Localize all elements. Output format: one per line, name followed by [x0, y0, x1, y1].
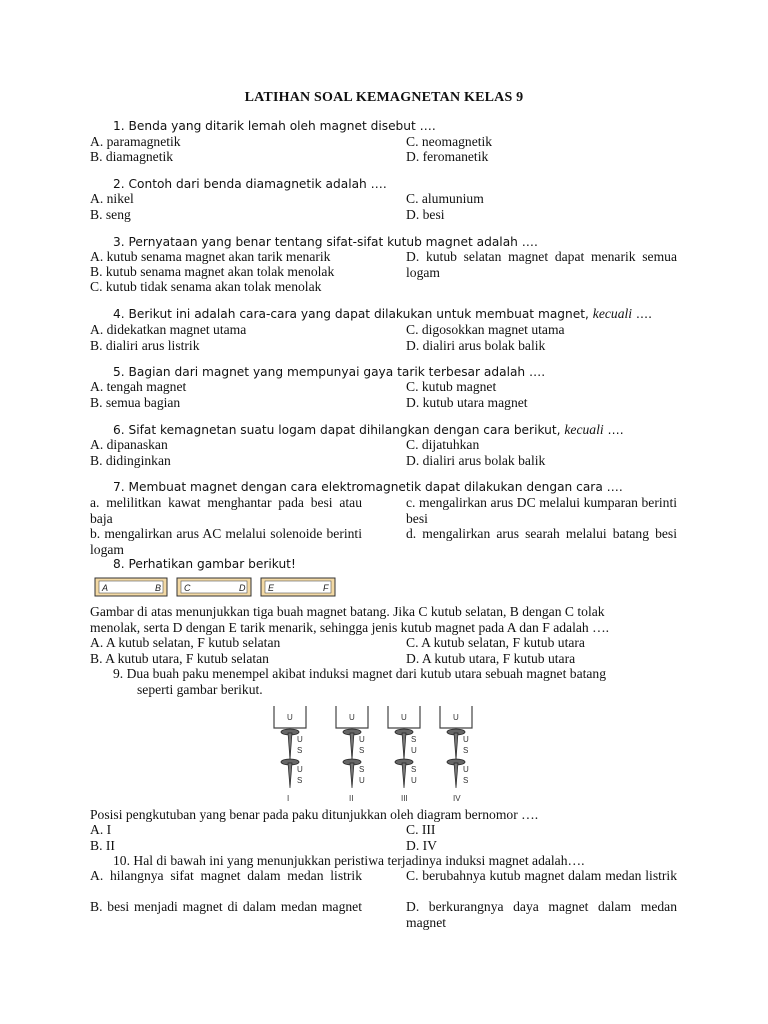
q10-option-a: A. hilangnya sifat magnet dalam medan listrik	[90, 868, 362, 883]
q10-option-b: B. besi menjadi magnet di dalam medan magnet	[90, 899, 362, 914]
q7-option-c: c. mengalirkan arus DC melalui kumparan berinti besi	[406, 495, 677, 526]
diagram-number-label: II	[349, 794, 354, 803]
nail-pole-label: S	[359, 765, 365, 774]
q4-option-a: A. didekatkan magnet utama	[90, 322, 247, 337]
nail-shaft	[402, 763, 406, 788]
nail-pole-label: S	[359, 746, 365, 755]
q8-text-line-1: Gambar di atas menunjukkan tiga buah magnet batang. Jika C kutub selatan, B dengan C tolak	[90, 604, 605, 619]
q4-option-b: B. dialiri arus listrik	[90, 338, 200, 353]
nail-shaft	[402, 733, 406, 760]
q6-option-c: C. dijatuhkan	[406, 437, 480, 452]
question-3-stem: 3. Pernyataan yang benar tentang sifat-sifat kutub magnet adalah ….	[113, 235, 538, 249]
q3-option-d: D. kutub selatan magnet dapat menarik semua logam	[406, 249, 677, 280]
magnet-label-a: A	[102, 583, 109, 593]
q2-option-c: C. alumunium	[406, 191, 484, 206]
induced-nail-diagram	[262, 704, 494, 804]
q1-option-c: C. neomagnetik	[406, 134, 493, 149]
q5-option-d: D. kutub utara magnet	[406, 395, 528, 410]
q1-option-a: A. paramagnetik	[90, 134, 181, 149]
nail-pole-label: U	[297, 765, 303, 774]
q9-option-b: B. II	[90, 838, 115, 853]
q7-option-b: b. mengalirkan arus AC melalui solenoide berinti logam	[90, 526, 362, 557]
bar-magnets-figure	[93, 575, 341, 601]
nail-pole-label: S	[411, 735, 417, 744]
q7-option-a: a. melilitkan kawat menghantar pada besi atau baja	[90, 495, 362, 526]
nail-diagram-1	[274, 706, 306, 803]
magnet-label-d: D	[239, 583, 246, 593]
question-1-stem: 1. Benda yang ditarik lemah oleh magnet disebut ….	[113, 119, 436, 133]
nail-shaft	[454, 733, 458, 760]
magnet-3-face	[265, 581, 331, 593]
magnet-2-face	[181, 581, 247, 593]
q4-option-d: D. dialiri arus bolak balik	[406, 338, 546, 353]
nail-pole-label: S	[463, 746, 469, 755]
magnet-label-c: C	[184, 583, 191, 593]
question-10-stem: 10. Hal di bawah ini yang menunjukkan peristiwa terjadinya induksi magnet adalah….	[113, 853, 585, 868]
nail-shaft	[454, 763, 458, 788]
q9-option-d: D. IV	[406, 838, 437, 853]
q5-option-c: C. kutub magnet	[406, 379, 497, 394]
question-4-stem: 4. Berikut ini adalah cara-cara yang dapat dilakukan untuk membuat magnet, kecuali ….	[113, 306, 652, 321]
q10-option-c: C. berubahnya kutub magnet dalam medan listrik	[406, 868, 677, 883]
nail-diagram-4	[440, 706, 472, 803]
nail-pole-label: U	[411, 776, 417, 785]
nail-shaft	[350, 733, 354, 760]
nail-pole-label: S	[463, 776, 469, 785]
q5-option-a: A. tengah magnet	[90, 379, 187, 394]
q9-text: Posisi pengkutuban yang benar pada paku ditunjukkan oleh diagram bernomor ….	[90, 807, 539, 822]
q3-option-b: B. kutub senama magnet akan tolak menolak	[90, 264, 335, 279]
nail-diagram-3	[388, 706, 420, 803]
q4-emphasis: kecuali	[592, 306, 633, 321]
q1-option-d: D. feromanetik	[406, 149, 489, 164]
nail-pole-label: U	[359, 735, 365, 744]
question-9-stem-line-1: 9. Dua buah paku menempel akibat induksi magnet dari kutub utara sebuah magnet batang	[113, 666, 607, 681]
magnet-pole-label: U	[401, 713, 407, 722]
diagram-number-label: IV	[453, 794, 461, 803]
nail-shaft	[288, 733, 292, 760]
diagram-number-label: I	[287, 794, 290, 803]
q6-option-d: D. dialiri arus bolak balik	[406, 453, 546, 468]
q9-option-c: C. III	[406, 822, 436, 837]
q10-option-d: D. berkurangnya daya magnet dalam medan magnet	[406, 899, 677, 930]
q3-option-c: C. kutub tidak senama akan tolak menolak	[90, 279, 322, 294]
q4-option-c: C. digosokkan magnet utama	[406, 322, 565, 337]
nail-shaft	[350, 763, 354, 788]
q6-option-b: B. didinginkan	[90, 453, 171, 468]
nail-pole-label: S	[411, 765, 417, 774]
nail-pole-label: U	[297, 735, 303, 744]
q8-option-d: D. A kutub utara, F kutub utara	[406, 651, 576, 666]
q2-option-d: D. besi	[406, 207, 445, 222]
magnet-1-face	[99, 581, 163, 593]
question-5-stem: 5. Bagian dari magnet yang mempunyai gaya tarik terbesar adalah ….	[113, 365, 546, 379]
nail-shaft	[288, 763, 292, 788]
nail-pole-label: U	[359, 776, 365, 785]
magnet-pole-label: U	[349, 713, 355, 722]
question-9-stem-line-2: seperti gambar berikut.	[137, 682, 263, 697]
nail-pole-label: U	[463, 735, 469, 744]
question-2-stem: 2. Contoh dari benda diamagnetik adalah ….	[113, 177, 387, 191]
diagram-number-label: III	[401, 794, 408, 803]
magnet-label-e: E	[268, 583, 275, 593]
magnet-pole-label: U	[453, 713, 459, 722]
nail-pole-label: S	[297, 746, 303, 755]
q8-text-line-2: menolak, serta D dengan E tarik menarik, sehingga jenis kutub magnet pada A dan F adalah ….	[90, 620, 610, 635]
q8-option-c: C. A kutub selatan, F kutub utara	[406, 635, 585, 650]
magnet-label-f: F	[323, 583, 329, 593]
q1-option-b: B. diamagnetik	[90, 149, 174, 164]
question-8-stem: 8. Perhatikan gambar berikut!	[113, 557, 296, 571]
q2-option-a: A. nikel	[90, 191, 134, 206]
magnet-pole-label: U	[287, 713, 293, 722]
magnet-label-b: B	[155, 583, 162, 593]
q8-option-b: B. A kutub utara, F kutub selatan	[90, 651, 269, 666]
nail-pole-label: U	[463, 765, 469, 774]
nail-diagram-2	[336, 706, 368, 803]
q6-option-a: A. dipanaskan	[90, 437, 168, 452]
q8-option-a: A. A kutub selatan, F kutub selatan	[90, 635, 281, 650]
nail-pole-label: U	[411, 746, 417, 755]
q9-option-a: A. I	[90, 822, 112, 837]
q7-option-d: d. mengalirkan arus searah melalui batang besi	[406, 526, 677, 541]
q3-option-a: A. kutub senama magnet akan tarik menarik	[90, 249, 331, 264]
page-title: LATIHAN SOAL KEMAGNETAN KELAS 9	[244, 90, 524, 105]
q2-option-b: B. seng	[90, 207, 131, 222]
q5-option-b: B. semua bagian	[90, 395, 181, 410]
nail-pole-label: S	[297, 776, 303, 785]
question-7-stem: 7. Membuat magnet dengan cara elektromagnetik dapat dilakukan dengan cara ….	[113, 480, 623, 494]
q6-emphasis: kecuali	[564, 422, 604, 437]
question-6-stem: 6. Sifat kemagnetan suatu logam dapat dihilangkan dengan cara berikut, kecuali ….	[113, 422, 624, 437]
